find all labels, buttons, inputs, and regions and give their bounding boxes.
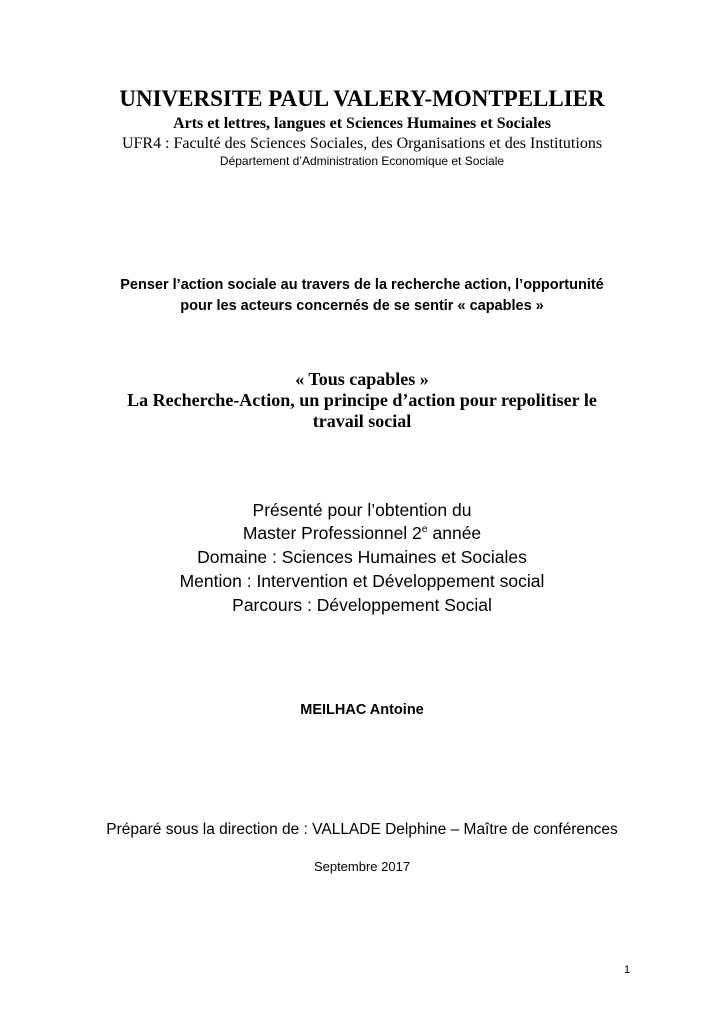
thesis-title-line-1: « Tous capables » bbox=[295, 369, 429, 389]
topic-line-1: Penser l’action sociale au travers de la recherche action, l’opportunité bbox=[120, 277, 604, 293]
page-number: 1 bbox=[624, 964, 631, 976]
topic-line-2: pour les acteurs concernés de se sentir « capables » bbox=[180, 298, 544, 314]
university-name: UNIVERSITE PAUL VALERY-MONTPELLIER bbox=[119, 86, 605, 111]
degree-track: Parcours : Développement Social bbox=[232, 595, 492, 615]
degree-presented-for: Présenté pour l’obtention du bbox=[252, 500, 472, 520]
degree-master bbox=[0, 523, 724, 543]
thesis-title-line-2: La Recherche-Action, un principe d’action pour repolitiser le bbox=[127, 390, 597, 410]
author-name: MEILHAC Antoine bbox=[300, 702, 424, 718]
degree-master-prefix: Master Professionnel 2 bbox=[242, 523, 422, 543]
degree-domain: Domaine : Sciences Humaines et Sociales bbox=[197, 547, 527, 567]
faculty-arts-letters: Arts et lettres, langues et Sciences Humaines et Sociales bbox=[173, 115, 551, 132]
degree-mention: Mention : Intervention et Développement social bbox=[179, 571, 545, 591]
supervision-line: Préparé sous la direction de : VALLADE Delphine – Maître de conférences bbox=[106, 821, 618, 838]
degree-master-ordinal: e bbox=[421, 523, 428, 536]
date-line: Septembre 2017 bbox=[313, 859, 411, 874]
thesis-title-line-3: travail social bbox=[312, 411, 412, 431]
department-name: Département d’Administration Economique et Sociale bbox=[219, 154, 505, 168]
ufr-faculty: UFR4 : Faculté des Sciences Sociales, des Organisations et des Institutions bbox=[121, 135, 603, 152]
degree-master-suffix: année bbox=[427, 523, 482, 543]
